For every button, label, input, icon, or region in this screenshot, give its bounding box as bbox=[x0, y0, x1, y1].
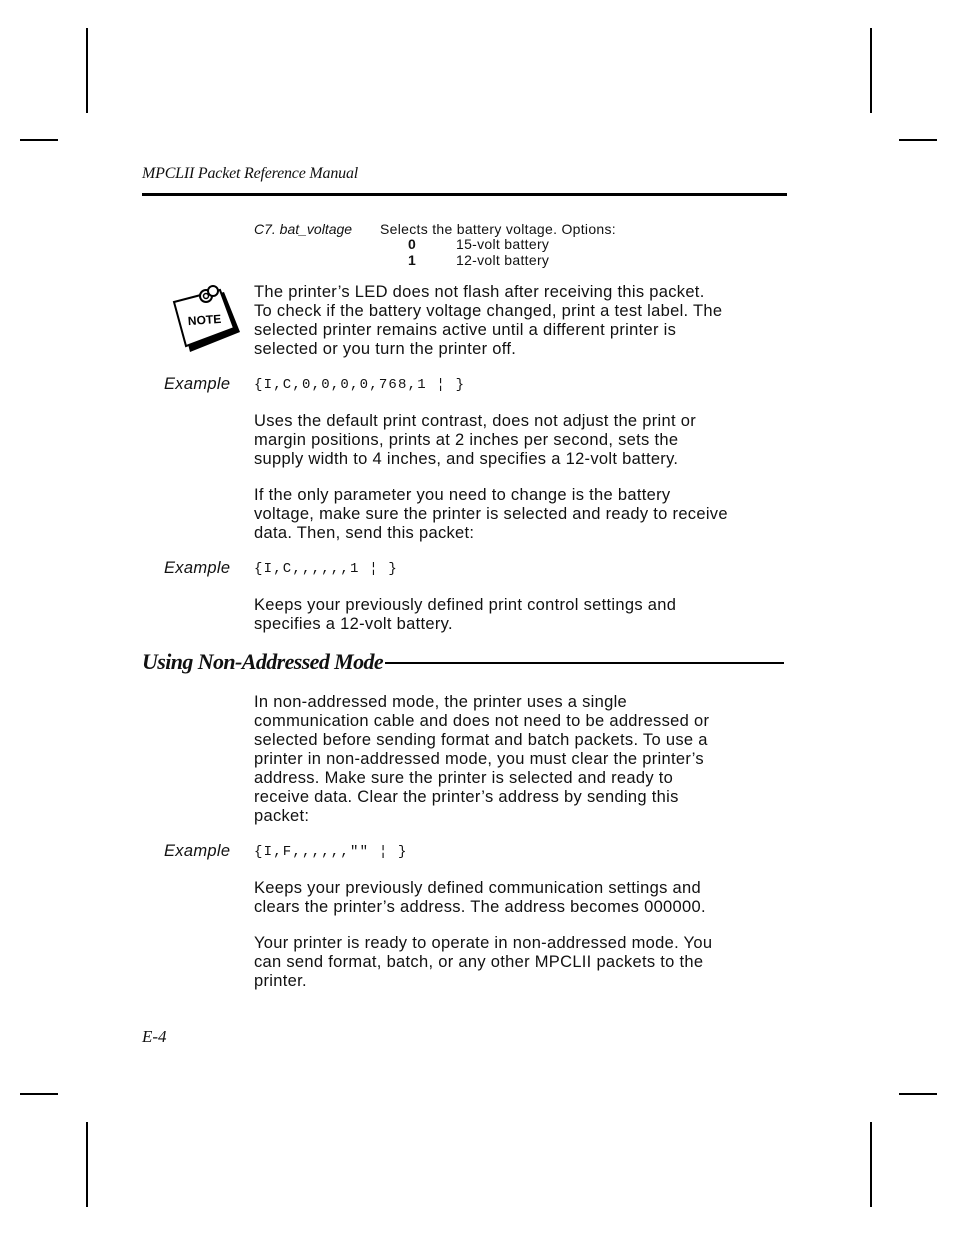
header-rule bbox=[142, 193, 787, 196]
crop-mark bbox=[86, 28, 88, 113]
note-icon-label: NOTE bbox=[187, 311, 222, 329]
param-name: C7. bat_voltage bbox=[254, 221, 353, 237]
note-icon bbox=[168, 282, 244, 358]
page-number: E-4 bbox=[142, 1027, 167, 1046]
paragraph: If the only parameter you need to change is the battery voltage, make sure the printer is selected and ready to receive data. Then, send this packet: bbox=[254, 486, 728, 542]
crop-mark bbox=[870, 1122, 872, 1207]
crop-mark bbox=[86, 1122, 88, 1207]
option-value: 1 bbox=[408, 252, 416, 268]
crop-mark bbox=[899, 1093, 937, 1095]
note-text: The printer’s LED does not flash after receiving this packet. To check if the battery voltage changed, print a test label. The selected printer remains active until a different printer is selected or you turn the printer off. bbox=[254, 283, 723, 358]
running-header: MPCLII Packet Reference Manual bbox=[142, 165, 358, 182]
option-value: 0 bbox=[408, 236, 416, 252]
example-label: Example bbox=[164, 842, 231, 860]
section-heading: Using Non-Addressed Mode bbox=[142, 649, 384, 674]
paragraph: Uses the default print contrast, does not adjust the print or margin positions, prints at 2 inches per second, sets the supply width to 4 inches, and specifies a 12-volt battery. bbox=[254, 412, 697, 468]
param-description: Selects the battery voltage. Options: bbox=[380, 221, 617, 237]
example-code: {I,F,,,,,,"" ¦ } bbox=[254, 844, 408, 860]
paragraph: Keeps your previously defined print control settings and specifies a 12-volt battery. bbox=[254, 596, 677, 633]
crop-mark bbox=[899, 139, 937, 141]
option-label: 12-volt battery bbox=[456, 252, 550, 268]
crop-mark bbox=[20, 139, 58, 141]
example-label: Example bbox=[164, 559, 231, 577]
example-label: Example bbox=[164, 375, 231, 393]
example-code: {I,C,,,,,,1 ¦ } bbox=[254, 561, 399, 577]
option-label: 15-volt battery bbox=[456, 236, 550, 252]
crop-mark bbox=[20, 1093, 58, 1095]
paragraph: Keeps your previously defined communication settings and clears the printer’s address. The address becomes 000000. bbox=[254, 879, 706, 916]
crop-mark bbox=[870, 28, 872, 113]
paragraph: In non-addressed mode, the printer uses a single communication cable and does not need to be addressed or selected before sending format and batch packets. To use a printer in non-addressed mode, you must clear the printer’s address. Make sure the printer is selected and ready to receive data. Clear the printer’s address by sending this packet: bbox=[254, 693, 710, 825]
example-code: {I,C,0,0,0,0,768,1 ¦ } bbox=[254, 377, 466, 393]
paragraph: Your printer is ready to operate in non-addressed mode. You can send format, batch, or any other MPCLII packets to the printer. bbox=[254, 934, 713, 990]
